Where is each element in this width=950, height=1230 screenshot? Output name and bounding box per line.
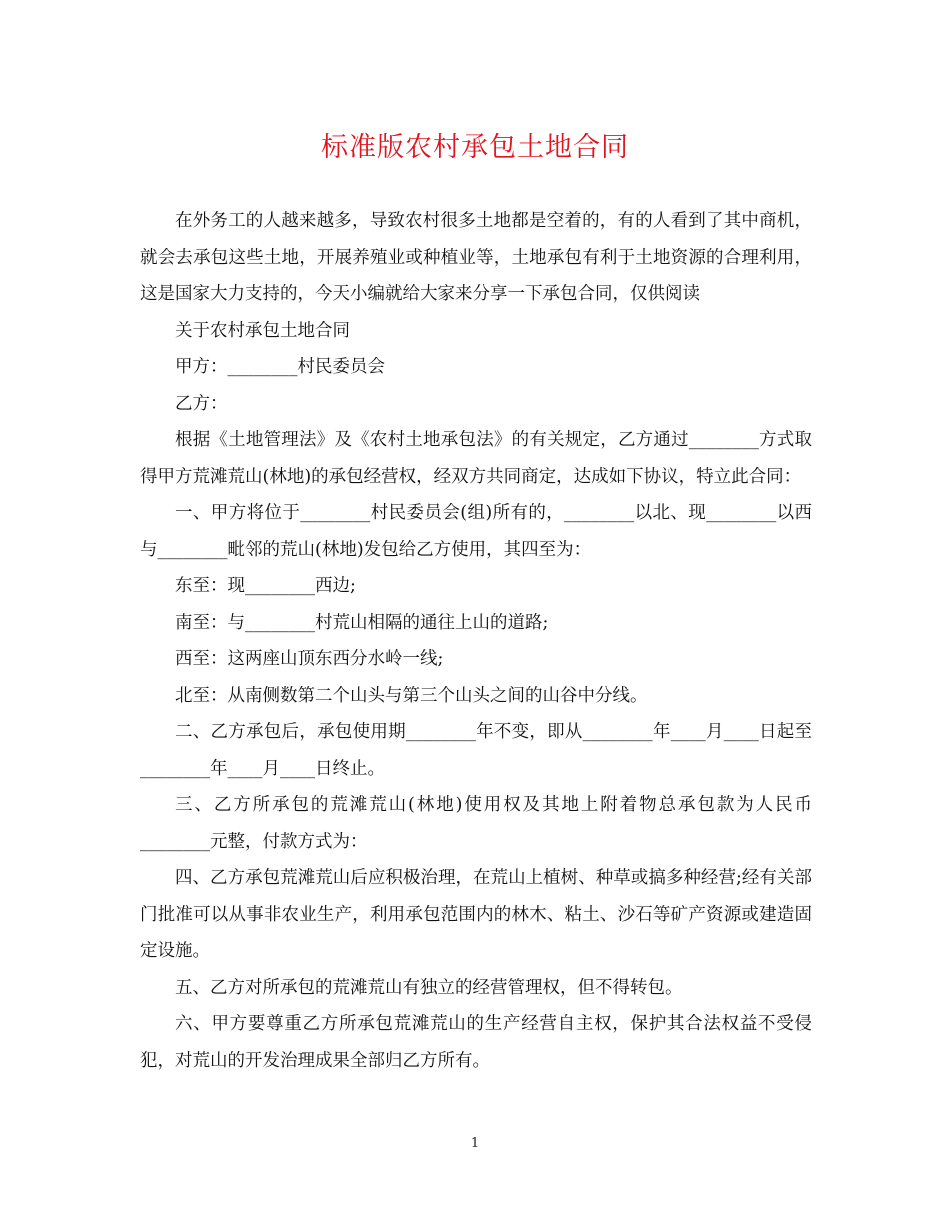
boundary-east: 东至：现________西边; [175, 576, 356, 596]
boundary-west: 西至：这两座山顶东西分水岭一线; [175, 649, 444, 669]
clause-one: 一、甲方将位于________村民委员会(组)所有的，________以北、现________以西与________毗邻的荒山(林地)发包给乙方使用，其四至为： [140, 503, 812, 560]
clause-five: 五、乙方对所承包的荒滩荒山有独立的经营管理权，但不得转包。 [175, 977, 683, 998]
intro-paragraph: 在外务工的人越来越多，导致农村很多土地都是空着的，有的人看到了其中商机，就会去承包这些土地，开展养殖业或种植业等，土地承包有利于土地资源的合理利用，这是国家大力支持的，今天小编就给大家来分享一下承包合同，仅供阅读 [140, 211, 812, 304]
clause-three: 三、乙方所承包的荒滩荒山(林地)使用权及其地上附着物总承包款为人民币________元整，付款方式为： [140, 795, 812, 852]
contract-heading: 关于农村承包土地合同 [175, 320, 350, 341]
legal-basis-paragraph: 根据《土地管理法》及《农村土地承包法》的有关规定，乙方通过________方式取得甲方荒滩荒山(林地)的承包经营权，经双方共同商定，达成如下协议，特立此合同： [140, 430, 812, 487]
party-a-line: 甲方：________村民委员会 [175, 357, 385, 377]
clause-six: 六、甲方要尊重乙方所承包荒滩荒山的生产经营自主权，保护其合法权益不受侵犯，对荒山的开发治理成果全部归乙方所有。 [140, 1014, 812, 1071]
clause-two: 二、乙方承包后，承包使用期________年不变，即从________年____月____日起至________年____月____日终止。 [140, 722, 812, 779]
page-number: 1 [470, 1136, 480, 1151]
document-title: 标准版农村承包土地合同 [321, 132, 629, 163]
document-body [140, 203, 812, 1079]
clause-four: 四、乙方承包荒滩荒山后应积极治理，在荒山上植树、种草或搞多种经营;经有关部门批准可以从事非农业生产，利用承包范围内的林木、粘土、沙石等矿产资源或建造固定设施。 [140, 868, 812, 961]
boundary-south: 南至：与________村荒山相隔的通往上山的道路; [175, 612, 549, 633]
boundary-north: 北至：从南侧数第二个山头与第三个山头之间的山谷中分线。 [175, 685, 648, 706]
party-b-line: 乙方： [175, 393, 228, 414]
